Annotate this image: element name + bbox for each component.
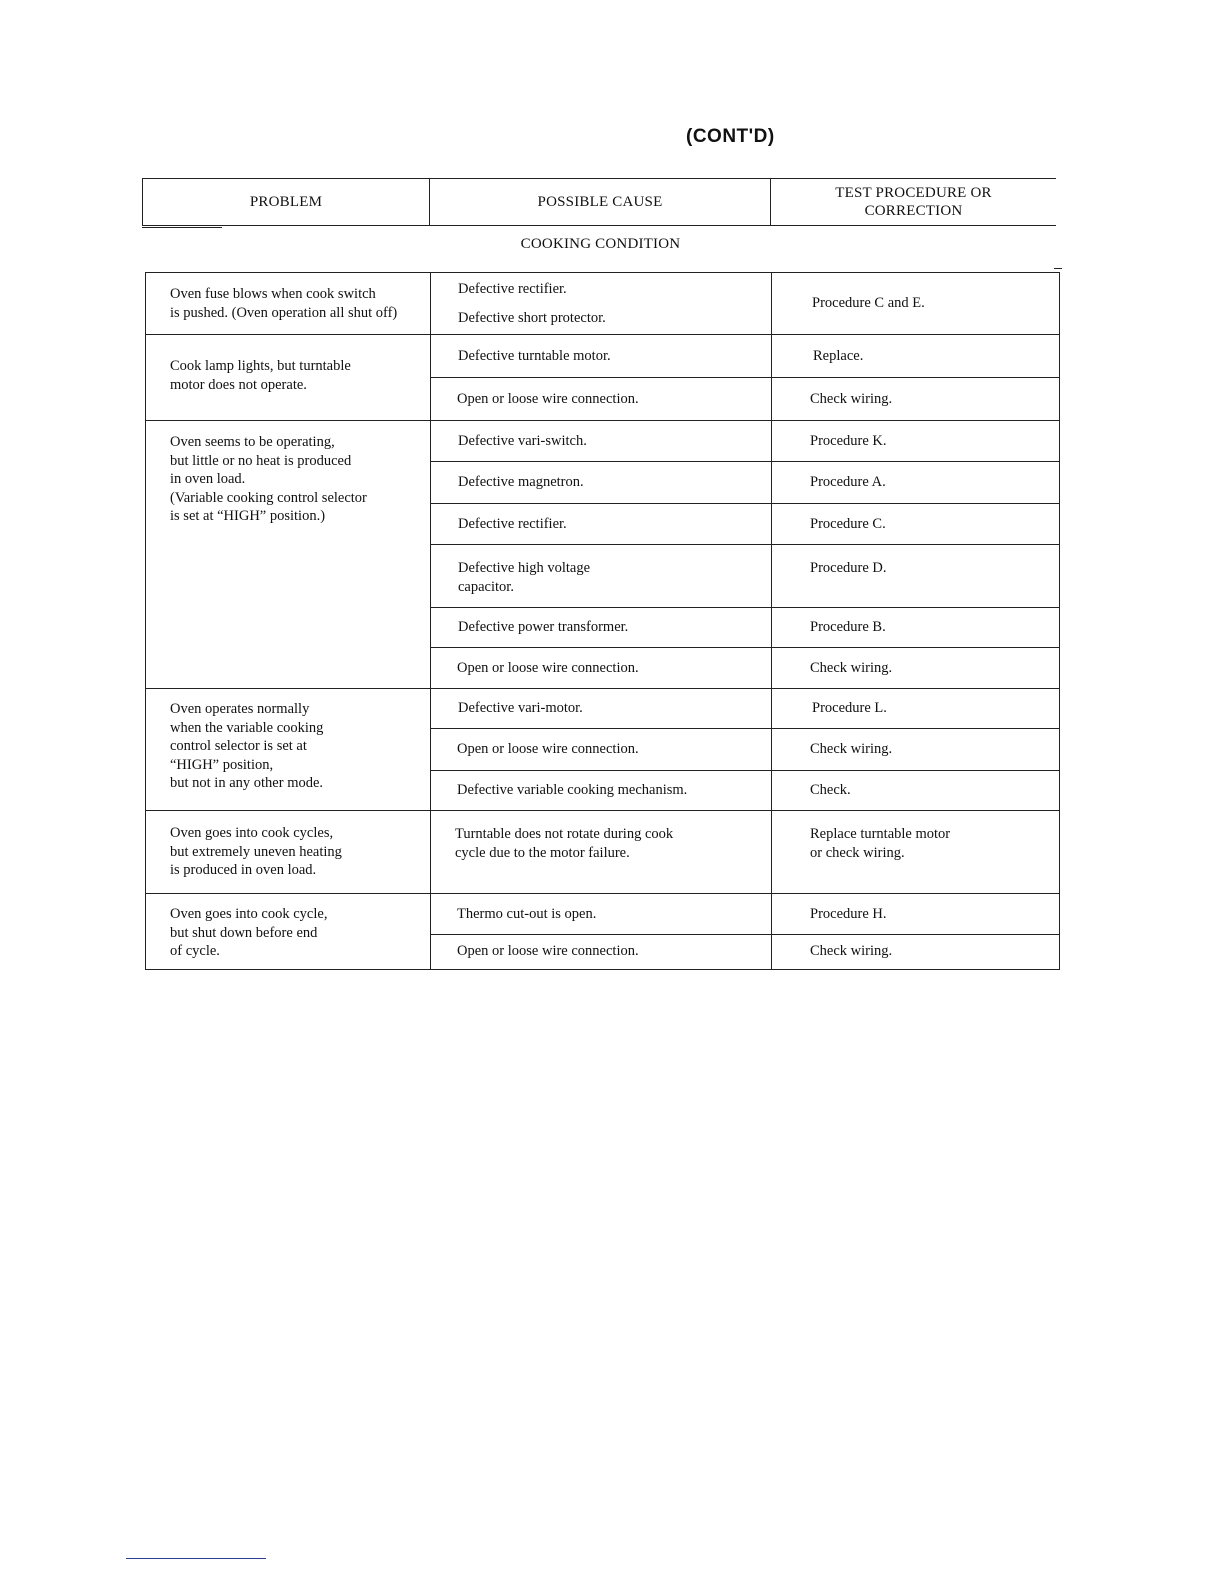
test-cell: Procedure B. [772,608,1060,648]
cause-cell: Turntable does not rotate during cook cycle due to the motor failure. [431,811,772,894]
test-cell: Replace turntable motor or check wiring. [772,811,1060,894]
header-test-procedure: TEST PROCEDURE OR CORRECTION [835,185,992,219]
table-row [146,335,1060,378]
cause-cell: Open or loose wire connection. [431,648,772,689]
table-row [146,689,1060,729]
section-label: COOKING CONDITION [520,236,681,252]
test-cell: Procedure H. [772,894,1060,935]
problem-cell: Oven seems to be operating, but little or no heat is produced in oven load. (Variable cooking control selector is set at “HIGH” position.) [146,421,431,689]
troubleshooting-table [145,272,1060,970]
header-problem: PROBLEM [143,179,430,225]
footnote-rule [126,1558,266,1559]
test-cell: Check wiring. [772,378,1060,421]
cause-cell: Defective vari-switch. [431,421,772,462]
cause-cell: Defective power transformer. [431,608,772,648]
cause-cell: Defective vari-motor. [431,689,772,729]
problem-cell: Oven goes into cook cycles, but extremely uneven heating is produced in oven load. [146,811,431,894]
cause-cell: Open or loose wire connection. [431,378,772,421]
test-cell: Procedure C and E. [772,273,1060,335]
header-divider [142,227,222,228]
test-cell: Check wiring. [772,648,1060,689]
cause-cell: Defective high voltage capacitor. [431,545,772,608]
cause-cell: Thermo cut-out is open. [431,894,772,935]
test-cell: Replace. [772,335,1060,378]
problem-cell: Oven operates normally when the variable cooking control selector is set at “HIGH” position, but not in any other mode. [146,689,431,811]
test-cell: Procedure L. [772,689,1060,729]
test-cell: Procedure K. [772,421,1060,462]
cause-cell: Defective rectifier. [431,504,772,545]
cause-cell: Defective magnetron. [431,462,772,504]
page-heading: (CONT'D) [686,126,775,147]
test-cell: Procedure D. [772,545,1060,608]
table-row [146,894,1060,935]
table-row [146,421,1060,462]
header-possible-cause: POSSIBLE CAUSE [430,179,771,225]
table-row [146,811,1060,894]
problem-cell: Oven fuse blows when cook switch is pushed. (Oven operation all shut off) [146,273,431,335]
cause-cell: Open or loose wire connection. [431,729,772,771]
test-cell: Check wiring. [772,729,1060,771]
test-cell: Check wiring. [772,934,1060,969]
cause-cell: Open or loose wire connection. [431,934,772,969]
problem-cell: Cook lamp lights, but turntable motor does not operate. [146,335,431,421]
test-cell: Check. [772,771,1060,811]
test-cell: Procedure C. [772,504,1060,545]
cause-cell: Defective variable cooking mechanism. [431,771,772,811]
table-header [142,178,1056,226]
test-cell: Procedure A. [772,462,1060,504]
corner-mark [1054,268,1062,269]
table-row [146,273,1060,335]
problem-cell: Oven goes into cook cycle, but shut down before end of cycle. [146,894,431,970]
cause-cell: Defective turntable motor. [431,335,772,378]
cause-cell: Defective rectifier. Defective short protector. [431,273,772,335]
